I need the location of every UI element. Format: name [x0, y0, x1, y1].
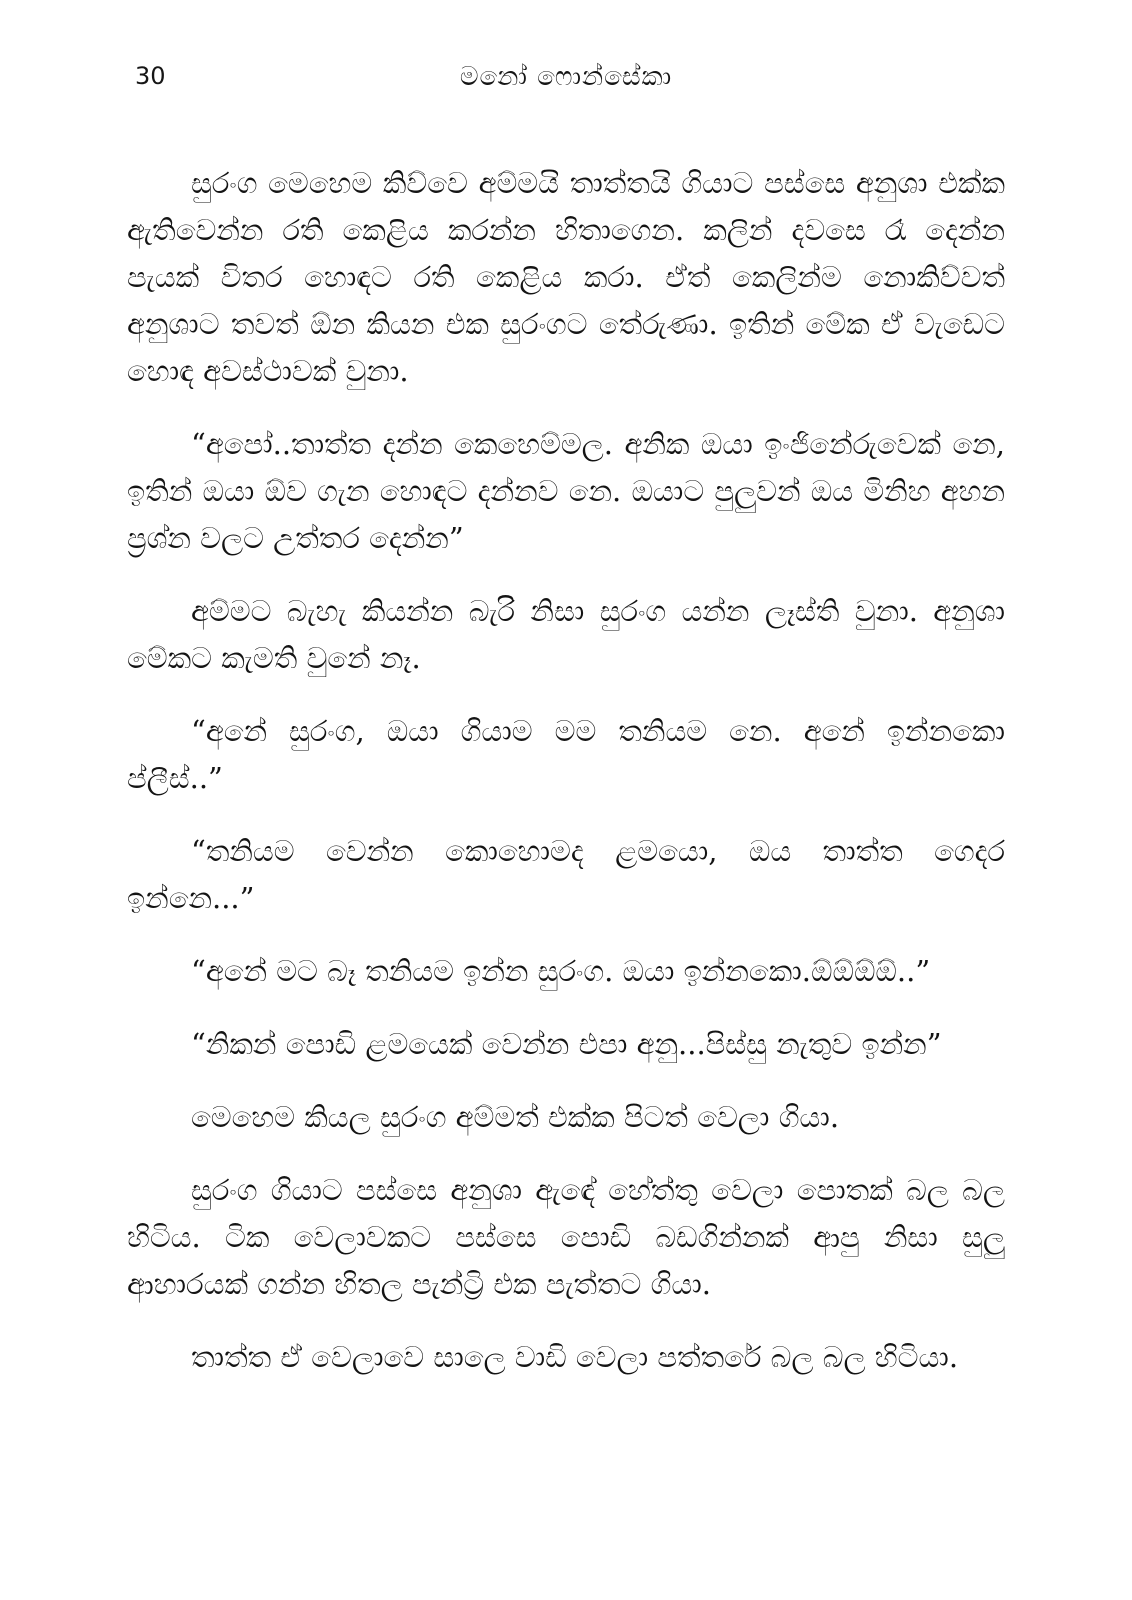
paragraph: සුරංග ගියාට පස්සෙ අනුශා ඇඳේ හේත්තු වෙලා පොතක් බල බල හිටිය. ටික වෙලාවකට පස්සෙ පොඩි බඩගින්නක් ආපු නිසා සුලු ආහාරයක් ගන්න හිතල පැන්ට්‍රි එක පැත්තට ගියා.	[127, 1173, 1005, 1301]
paragraph: “නිකන් පොඩි ළමයෙක් වෙන්න එපා අනු...පිස්සු නැතුව ඉන්න”	[191, 1027, 942, 1061]
paragraph: තාත්ත ඒ වෙලාවෙ සාලෙ වාඩි වෙලා පත්තරේ බල බල හිටියා.	[191, 1340, 959, 1374]
body-text	[127, 160, 1005, 1381]
page-number: 30	[135, 62, 166, 90]
paragraph: “අපෝ..තාත්ත දන්න කෙහෙම්මල. අනික ඔයා ඉංජිනේරුවෙක් නෙ, ඉතින් ඔයා ඕව ගැන හොඳට දන්නව නෙ. ඔයාට පුලුවන් ඔය මිනිහ අහන ප්‍රශ්න වලට උත්තර දෙන්න”	[127, 427, 1005, 555]
paragraph: “තනියම වෙන්න කොහොමද ළමයො, ඔය තාත්ත ගෙදර ඉන්නෙ...”	[127, 834, 1005, 915]
paragraph: “අනේ මට බෑ තනියම ඉන්න සුරංග. ඔයා ඉන්නකො.ඕඕඕඕ..”	[191, 954, 931, 988]
paragraph: මෙහෙම කියල සුරංග අම්මත් එක්ක පිටත් වෙලා ගියා.	[191, 1100, 840, 1134]
paragraph: අම්මට බැහැ කියන්න බැරි නිසා සුරංග යන්න ලෑස්ති වුනා. අනුශා මේකට කැමති වුනේ නෑ.	[127, 594, 1005, 675]
running-title: මනෝ ෆොන්සේකා	[459, 62, 673, 92]
paragraph: සුරංග මෙහෙම කිව්වෙ අම්මයි තාත්තයි ගියාට පස්සෙ අනුශා එක්ක ඇතිවෙන්න රති කෙළිය කරන්න හිතාගෙන. කලින් දවසෙ රෑ දෙන්න පැයක් විතර හොඳට රති කෙළිය කරා. ඒත් කෙලින්ම නොකිව්වත් අනුශාට තවත් ඕන කියන එක සුරංගට තේරුණා. ඉතින් මේක ඒ වැඩෙට හොඳ අවස්ථාවක් වුනා.	[127, 166, 1005, 388]
paragraph: “අනේ සුරංග, ඔයා ගියාම මම තනියම නෙ. අනේ ඉන්නකො ප්ලීස්..”	[127, 714, 1005, 795]
page-header	[127, 62, 1005, 102]
